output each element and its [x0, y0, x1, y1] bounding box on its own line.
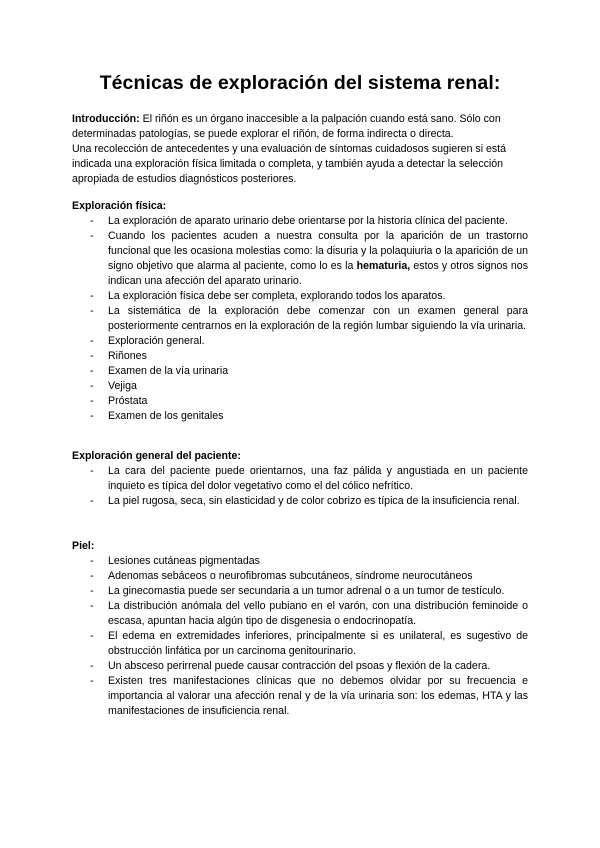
list-item-text: Cuando los pacientes acuden a nuestra consulta por la aparición de un trastorno funcional que les ocasiona molestias como: la disuria y la polaquiuria o la aparición de un signo objetivo que alarma al paciente, como lo es la: [108, 230, 528, 272]
dash-marker: -: [90, 215, 94, 227]
dash-marker: -: [90, 555, 94, 567]
section-exploracion-fisica: [72, 199, 528, 424]
list-item: [72, 674, 528, 719]
section-heading: Piel:: [72, 540, 95, 552]
list-item-text: Adenomas sebáceos o neurofibromas subcutáneos, síndrome neurocutáneos: [108, 570, 473, 582]
bullet-list: [72, 464, 528, 509]
list-item-text: La exploración de aparato urinario debe orientarse por la historia clínica del paciente.: [108, 215, 508, 227]
list-item-text: La sistemática de la exploración debe comenzar con un examen general para posteriormente centrarnos en la exploración de la región lumbar siguiendo la vía urinaria.: [108, 305, 528, 332]
list-item: [72, 629, 528, 659]
intro-block: [72, 112, 528, 187]
list-item-text: La piel rugosa, seca, sin elasticidad y de color cobrizo es típica de la insuficiencia renal.: [108, 495, 520, 507]
list-item-text: Existen tres manifestaciones clínicas que no debemos olvidar por su frecuencia e importancia al valorar una afección renal y de la vía urinaria son: los edemas, HTA y las manifestaciones de insuficiencia renal.: [108, 675, 528, 717]
list-item: [72, 289, 528, 304]
intro-paragraph-2: Una recolección de antecedentes y una evaluación de síntomas cuidadosos sugieren si está indicada una exploración física limitada o completa, y también ayuda a detectar la selección apropiada de estudios diagnósticos posteriores.: [72, 143, 507, 185]
list-item-text: La exploración física debe ser completa, explorando todos los aparatos.: [108, 290, 446, 302]
dash-marker: -: [90, 305, 94, 317]
dash-marker: -: [90, 395, 94, 407]
list-item: [72, 379, 528, 394]
intro-paragraph-1: [72, 112, 528, 142]
list-item: [72, 464, 528, 494]
list-item: [72, 364, 528, 379]
list-item: [72, 229, 528, 289]
dash-marker: -: [90, 570, 94, 582]
list-item: [72, 554, 528, 569]
intro-label: Introducción:: [72, 113, 140, 125]
list-item: [72, 214, 528, 229]
list-item-text: Un absceso perirrenal puede causar contracción del psoas y flexión de la cadera.: [108, 660, 491, 672]
list-item-text: Riñones: [108, 350, 147, 362]
dash-marker: -: [90, 290, 94, 302]
list-item: [72, 494, 528, 509]
dash-marker: -: [90, 335, 94, 347]
list-item-text: Lesiones cutáneas pigmentadas: [108, 555, 260, 567]
list-item-text: Examen de los genitales: [108, 410, 224, 422]
dash-marker: -: [90, 365, 94, 377]
intro-text-1: El riñón es un órgano inaccesible a la palpación cuando está sano. Sólo con determinadas patologías, se puede explorar el riñón, de forma indirecta o directa.: [72, 113, 501, 140]
list-item: [72, 584, 528, 599]
list-item: [72, 349, 528, 364]
list-item: [72, 304, 528, 334]
page-title: Técnicas de exploración del sistema renal:: [99, 72, 501, 94]
dash-marker: -: [90, 410, 94, 422]
dash-marker: -: [90, 630, 94, 642]
list-item: [72, 599, 528, 629]
dash-marker: -: [90, 600, 94, 612]
list-item-text: Vejiga: [108, 380, 137, 392]
dash-marker: -: [90, 660, 94, 672]
list-item: [72, 409, 528, 424]
bullet-list: [72, 554, 528, 719]
dash-marker: -: [90, 380, 94, 392]
list-item: [72, 569, 528, 584]
list-item: [72, 334, 528, 349]
dash-marker: -: [90, 585, 94, 597]
bullet-list: [72, 214, 528, 424]
list-item-text: Próstata: [108, 395, 148, 407]
list-item-text: Examen de la vía urinaria: [108, 365, 229, 377]
section-heading: Exploración física:: [72, 200, 167, 212]
list-item-text: Exploración general.: [108, 335, 205, 347]
dash-marker: -: [90, 675, 94, 687]
section-exploracion-general: [72, 449, 528, 509]
list-item-text: La ginecomastia puede ser secundaria a un tumor adrenal o a un tumor de testículo.: [108, 585, 505, 597]
list-item-text: La distribución anómala del vello pubiano en el varón, con una distribución feminoide o escasa, apuntan hacia algún tipo de disgenesia o endocrinopatía.: [108, 600, 528, 627]
section-piel: [72, 539, 528, 719]
hematuria-emphasis: hematuria,: [356, 260, 411, 272]
list-item: [72, 394, 528, 409]
dash-marker: -: [90, 350, 94, 362]
list-item-text: El edema en extremidades inferiores, principalmente si es unilateral, es sugestivo de obstrucción linfática por un carcinoma genitourinario.: [108, 630, 528, 657]
section-heading: Exploración general del paciente:: [72, 450, 241, 462]
dash-marker: -: [90, 495, 94, 507]
dash-marker: -: [90, 465, 94, 477]
list-item: [72, 659, 528, 674]
list-item-text: La cara del paciente puede orientarnos, una faz pálida y angustiada en un paciente inquieto es típica del dolor vegetativo como el del cólico nefrítico.: [108, 465, 528, 492]
list-item-text-tail: estos y otros signos nos indican una afección del aparato urinario.: [108, 260, 528, 287]
dash-marker: -: [90, 230, 94, 242]
